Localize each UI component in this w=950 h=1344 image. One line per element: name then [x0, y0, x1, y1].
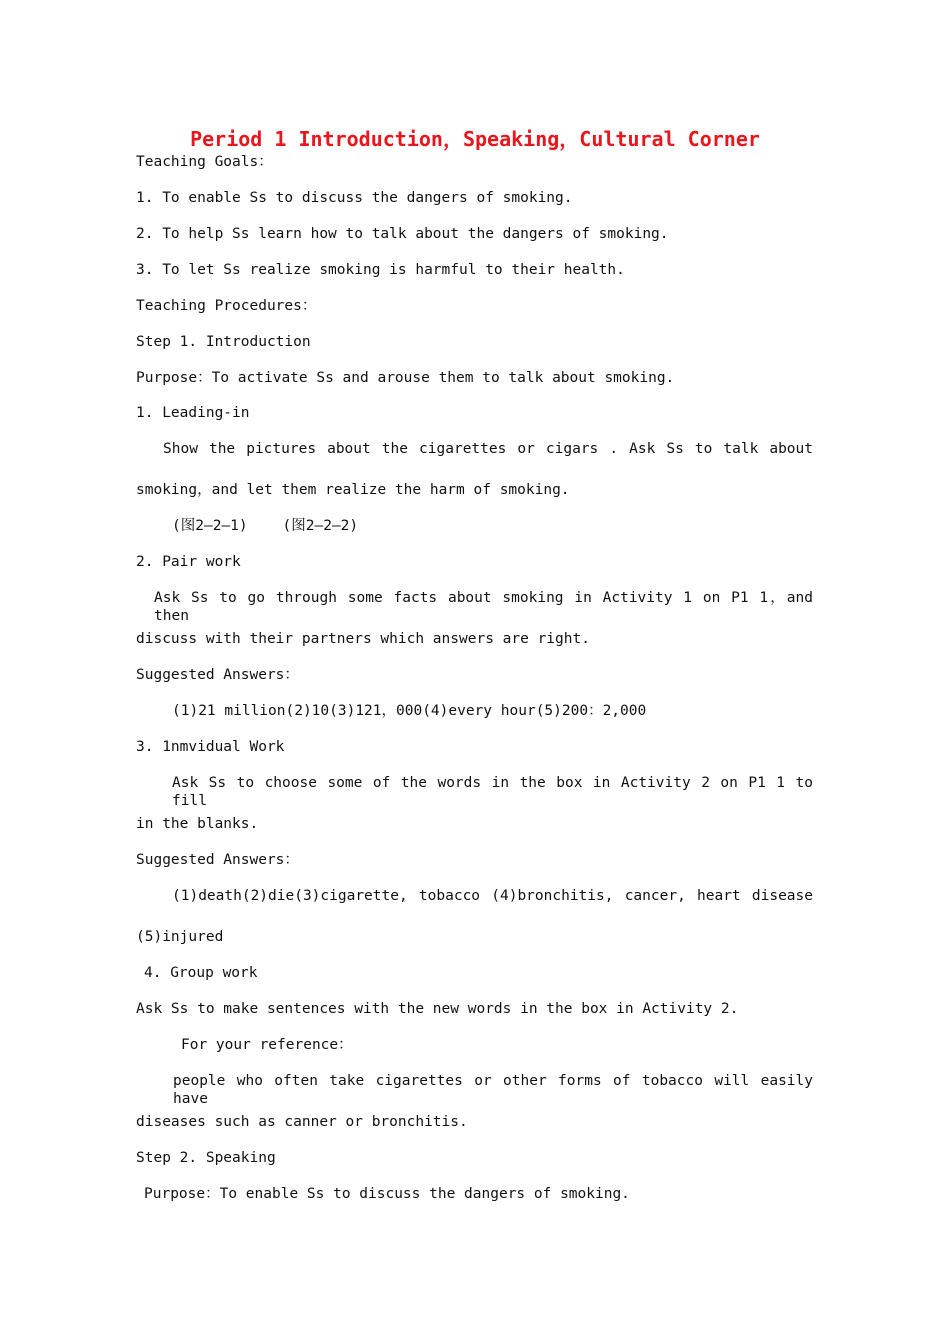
text-line: Step 1. Introduction — [136, 334, 311, 350]
text-line: smoking，and let them realize the harm of smoking. — [136, 482, 570, 498]
text-line: 3. To let Ss realize smoking is harmful to their health. — [136, 262, 625, 278]
text-line: in the blanks. — [136, 816, 259, 832]
text-line: Ask Ss to choose some of the words in the box in Activity 2 on P1 1 to fill — [172, 775, 813, 809]
text-line: Suggested Answers： — [136, 667, 299, 683]
text-line: (5)injured — [136, 929, 224, 945]
text-line: discuss with their partners which answers are right. — [136, 631, 590, 647]
figure-reference: (图2—2—1) (图2—2—2) — [172, 518, 359, 534]
text-line: 1. To enable Ss to discuss the dangers of smoking. — [136, 190, 573, 206]
text-line: Teaching Goals： — [136, 154, 273, 170]
text-line: Purpose：To activate Ss and arouse them to talk about smoking. — [136, 370, 675, 386]
text-line: Step 2. Speaking — [136, 1150, 276, 1166]
document-title: Period 1 Introduction，Speaking，Cultural Corner — [190, 127, 760, 151]
text-line: 2. To help Ss learn how to talk about the dangers of smoking. — [136, 226, 669, 242]
text-line: people who often take cigarettes or other forms of tobacco will easily have — [173, 1073, 813, 1107]
text-line: Teaching Procedures： — [136, 298, 317, 314]
text-line: Purpose：To enable Ss to discuss the dangers of smoking. — [144, 1186, 630, 1202]
text-line: 1. Leading-in — [136, 405, 250, 421]
text-line: 4. Group work — [144, 965, 258, 981]
text-line: diseases such as canner or bronchitis. — [136, 1114, 468, 1130]
text-line: (1)death(2)die(3)cigarette, tobacco (4)bronchitis, cancer, heart disease — [172, 888, 813, 904]
text-line: Suggested Answers： — [136, 852, 299, 868]
text-line: 3. 1nmvidual Work — [136, 739, 285, 755]
text-line: Ask Ss to go through some facts about smoking in Activity 1 on P1 1，and then — [154, 590, 813, 624]
text-line: For your reference： — [181, 1037, 353, 1053]
text-line: (1)21 million(2)10(3)121，000(4)every hour(5)200：2,000 — [172, 703, 647, 719]
text-line: Show the pictures about the cigarettes or cigars . Ask Ss to talk about — [163, 441, 813, 457]
text-line: Ask Ss to make sentences with the new words in the box in Activity 2. — [136, 1001, 739, 1017]
text-line: 2. Pair work — [136, 554, 241, 570]
